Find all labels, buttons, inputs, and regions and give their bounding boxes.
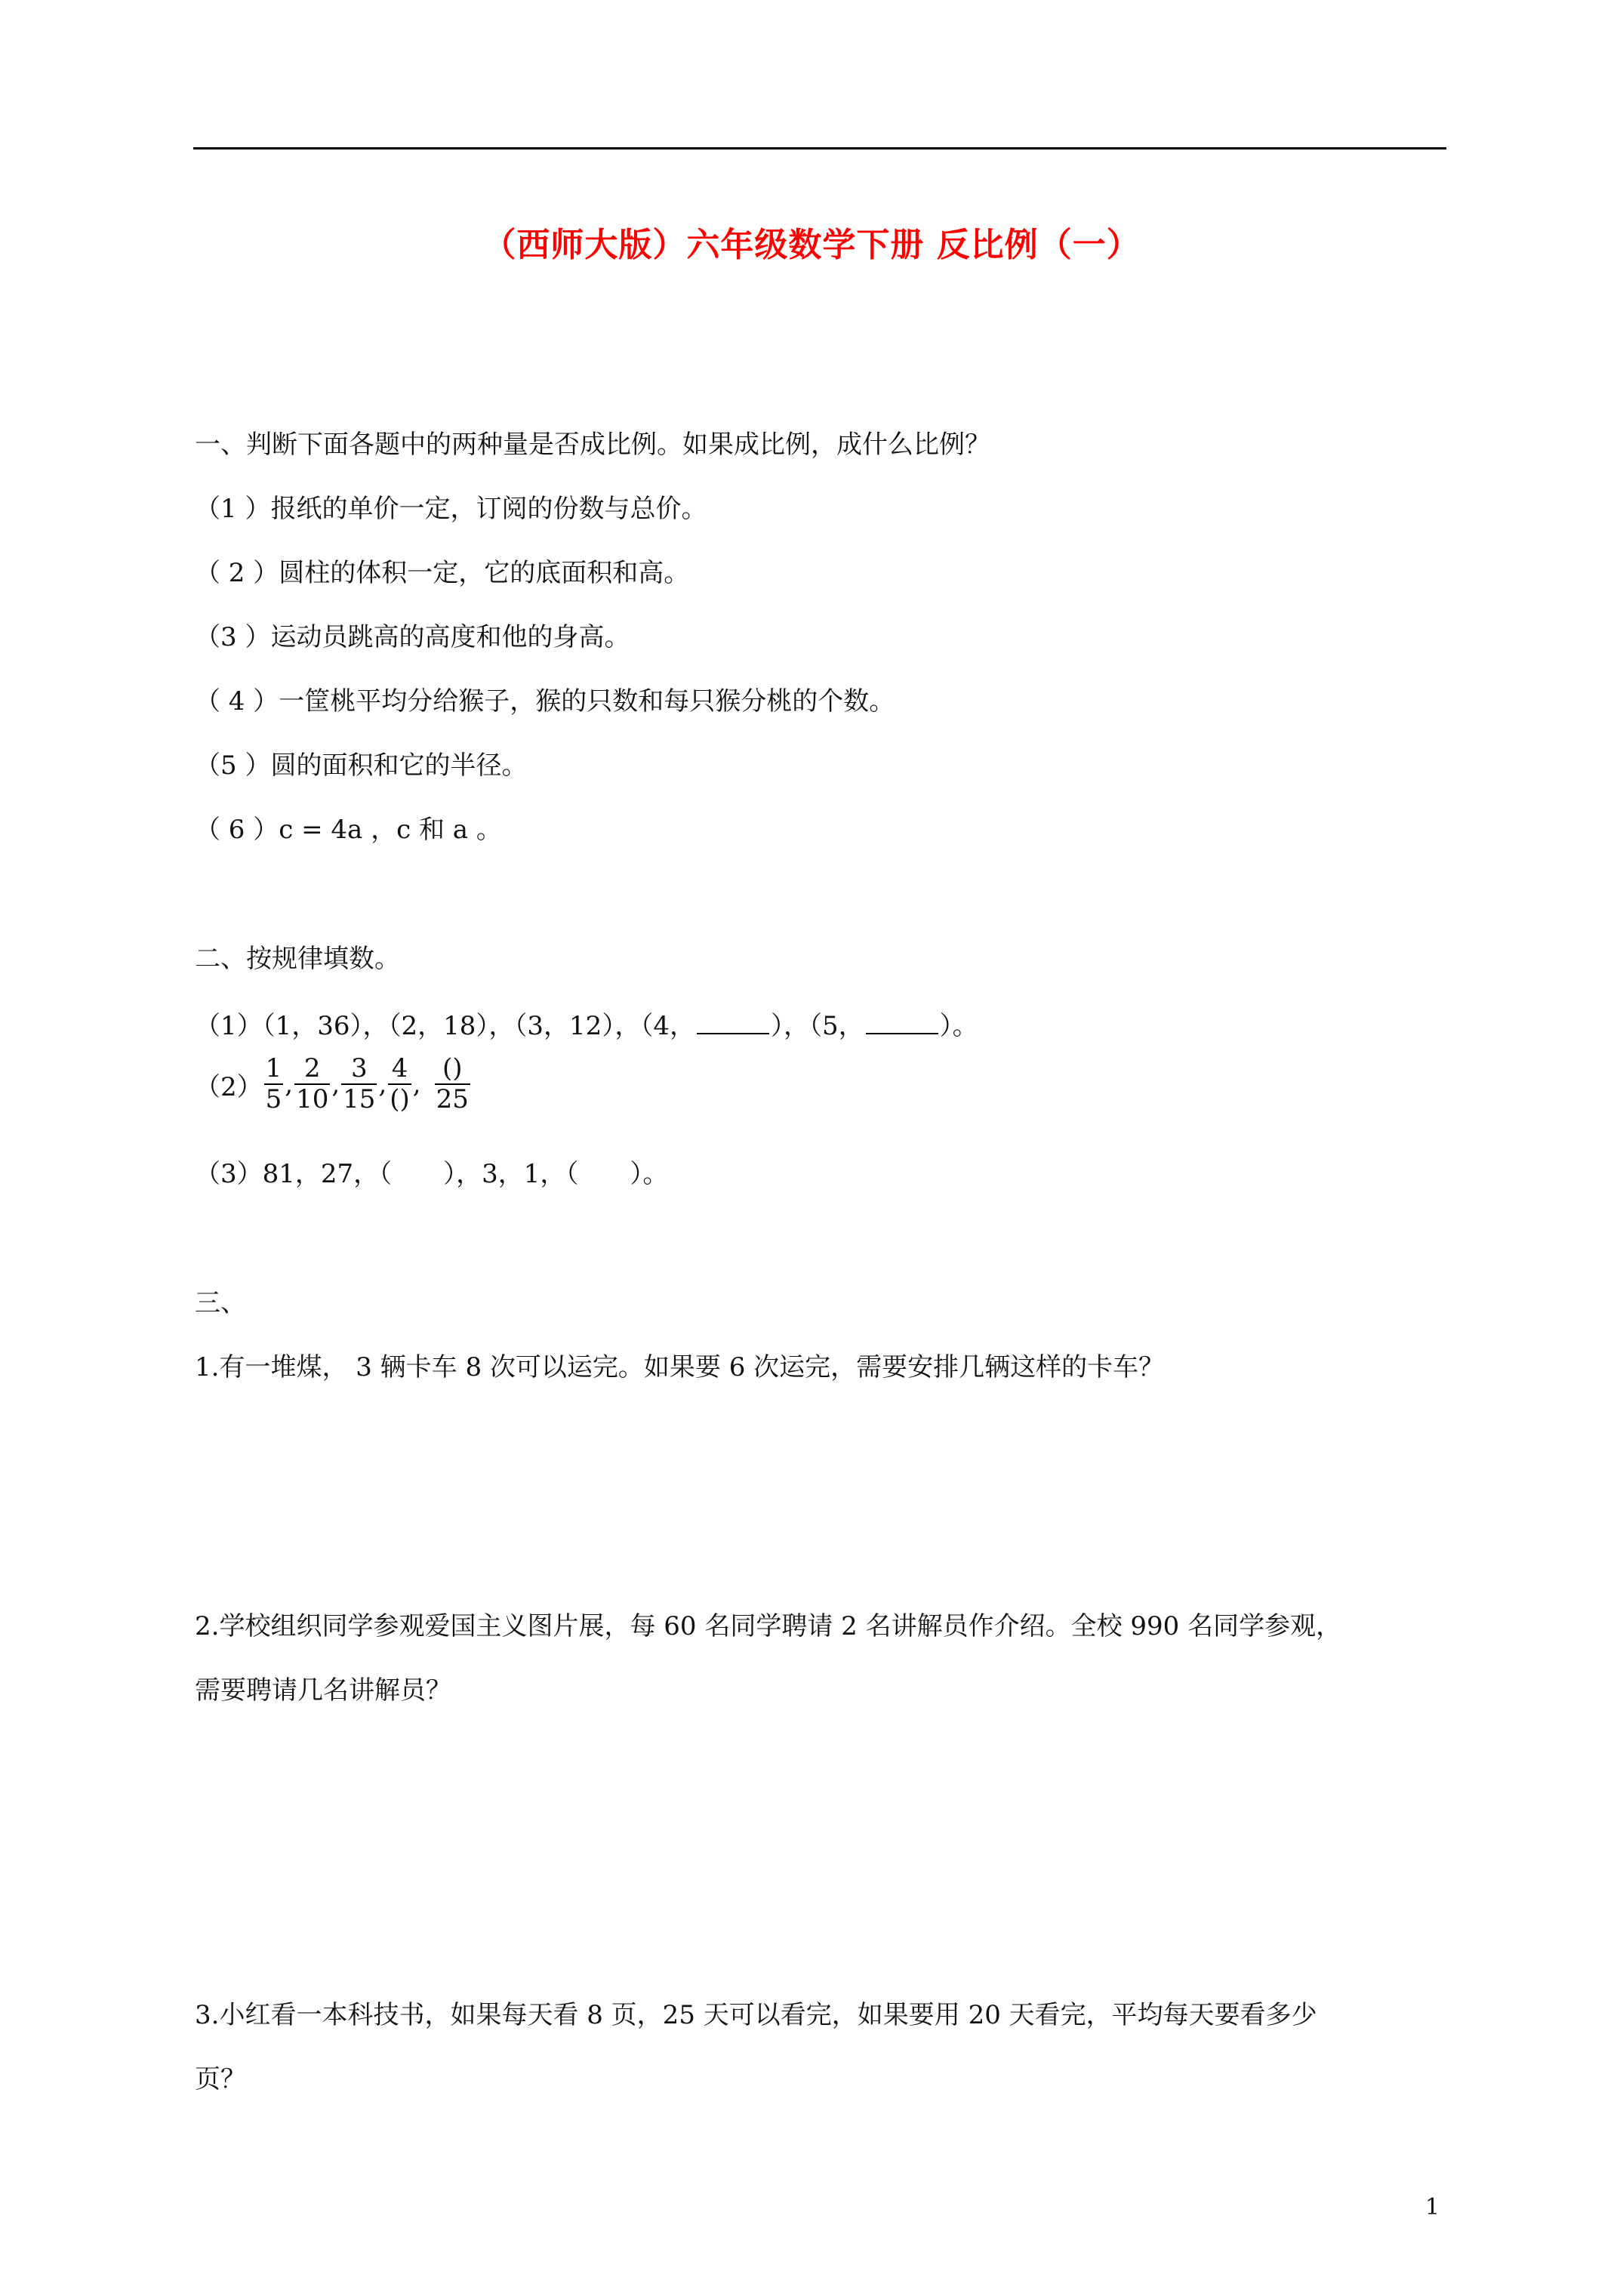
problem-2-line-2: 需要聘请几名讲解员？: [195, 1675, 451, 1706]
header-rule: [193, 147, 1446, 149]
answer-blank-1[interactable]: [697, 1010, 769, 1034]
fraction-separator: ,: [285, 1069, 294, 1100]
section2-q3: （3）81，27，（ ），3，1，（ ）。: [195, 1159, 669, 1189]
page-number: 1: [1425, 2194, 1440, 2220]
section1-heading: 一、判断下面各题中的两种量是否成比例。如果成比例，成什么比例？: [195, 430, 990, 460]
section1-item-5: （5 ）圆的面积和它的半径。: [195, 750, 528, 781]
fraction: $\frac{1}{5}$: [265, 1053, 282, 1115]
problem-3-line-2: 页？: [195, 2064, 246, 2094]
fraction: $\frac{4}{()}$: [390, 1053, 410, 1115]
fraction-separator: ,: [331, 1069, 340, 1100]
section2-q2: [195, 1054, 472, 1114]
fraction: $\frac{3}{15}$: [343, 1053, 376, 1115]
fraction: $\frac{()}{25}$: [436, 1053, 469, 1115]
section2-q1-suffix: ）。: [939, 1011, 978, 1041]
problem-1: 1.有一堆煤， 3 辆卡车 8 次可以运完。如果要 6 次运完，需要安排几辆这样的卡车？: [195, 1352, 1165, 1382]
fraction-separator: ,: [412, 1069, 421, 1100]
problem-3-line-1: 3.小红看一本科技书，如果每天看 8 页，25 天可以看完，如果要用 20 天看完，平均每天要看多少: [195, 2000, 1317, 2030]
problem-2-line-1: 2.学校组织同学参观爱国主义图片展，每 60 名同学聘请 2 名讲解员作介绍。全校 990 名同学参观，: [195, 1611, 1342, 1641]
section2-q1-middle: ），（5，: [770, 1011, 864, 1041]
section1-item-2: （ 2 ）圆柱的体积一定，它的底面积和高。: [195, 558, 690, 588]
section2-heading: 二、按规律填数。: [195, 944, 400, 974]
section2-q2-label: （2）: [195, 1071, 263, 1102]
section1-item-3: （3 ）运动员跳高的高度和他的身高。: [195, 622, 630, 652]
section2-q1: [195, 1010, 978, 1039]
section1-item-1: （1 ）报纸的单价一定，订阅的份数与总价。: [195, 494, 707, 524]
section1-item-6: （ 6 ）c = 4a ，c 和 a 。: [195, 815, 502, 845]
fraction-separator: ,: [378, 1069, 387, 1100]
answer-blank-2[interactable]: [866, 1010, 938, 1034]
fraction: $\frac{2}{10}$: [296, 1053, 329, 1115]
document-title: （西师大版）六年级数学下册 反比例（一）: [482, 226, 1141, 264]
section1-item-4: （ 4 ）一筐桃平均分给猴子，猴的只数和每只猴分桃的个数。: [195, 686, 895, 717]
section3-heading: 三、: [195, 1288, 246, 1318]
section2-q1-prefix: （1）（1，36），（2，18），（3，12），（4，: [195, 1011, 695, 1041]
